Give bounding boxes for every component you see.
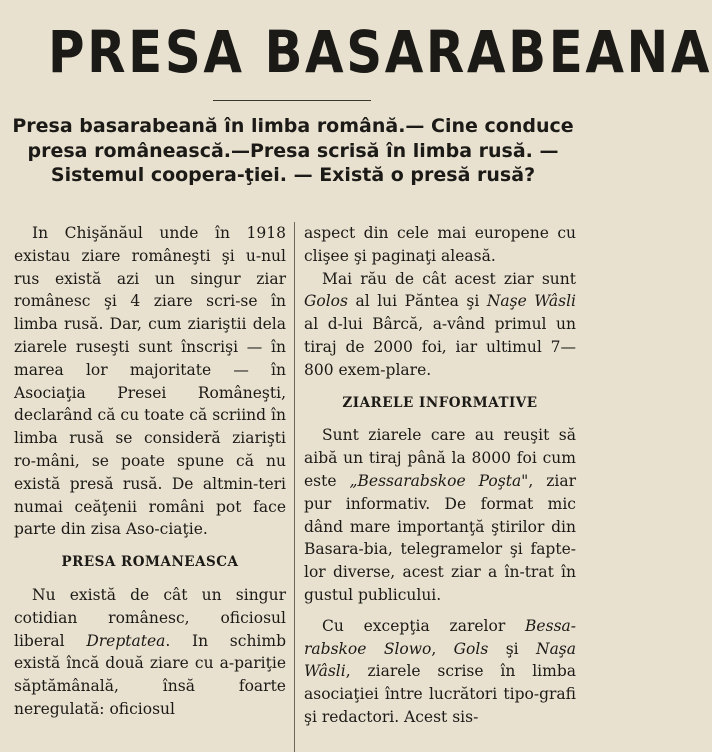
newspaper-name: Golos (304, 292, 348, 311)
newspaper-name: Gols (453, 639, 489, 658)
right-column (304, 222, 576, 729)
paragraph-spacer (304, 607, 576, 615)
left-paragraph-2 (14, 584, 286, 721)
section-heading-ziarele-informative: ZIARELE INFORMATIVE (342, 394, 538, 411)
text-run: , ziarele scrise în limba asociaţiei între lucrători tipo-grafi şi redactori. Acest sis- (304, 662, 576, 726)
column-divider (294, 222, 295, 752)
left-paragraph-1: In Chişănăul unde în 1918 existau ziare româneşti şi u-nul rus există azi un singur ziar românesc şi 4 ziare scri-se în limba rusă. Dar, cum ziariştii dela ziarele ruseşti sunt înscrişi — în marea lor majoritate — în Asociaţia Presei Româneşti, declarând că cu toate că scriind în limba rusă se consideră ziarişti ro-mâni, se poate spune că nu există presă rusă. De altmin-teri numai ceăţenii români pot face parte din zisa Aso-ciaţie. (14, 224, 286, 539)
text-run: Cu excepţia zarelor (322, 616, 526, 635)
text-run: , (431, 639, 454, 658)
right-paragraph-3 (304, 424, 576, 606)
text-run: Nu există de cât un singur cotidian românesc, oficiosul liberal (14, 585, 286, 650)
left-column (14, 222, 286, 721)
text-run: al lui Păntea şi (347, 292, 487, 311)
section-heading-presa-romaneasca: PRESA ROMANEASCA (61, 554, 239, 571)
headline: Presa basarabeană în limba română.— Cine conduce presa românească.—Presa scrisă în limba rusă. — Sistemul coopera-ţiei. — Există o presă rusă? (12, 115, 574, 186)
newspaper-name: Naşa Wâsli (304, 639, 576, 681)
right-paragraph-4 (304, 615, 576, 729)
right-paragraph-2 (304, 268, 576, 382)
text-run: . In schimb există încă două ziare cu a-pariţie săptămânală, însă foarte neregulată: oficiosul (14, 631, 286, 718)
text-run: Mai rău de cât acest ziar sunt (322, 269, 576, 288)
text-run: Sunt ziarele care au reuşit să aibă un tiraj până la 8000 foi cum este (304, 426, 576, 490)
newspaper-name: Dreptatea (86, 631, 166, 650)
text-run: , ziar pur informativ. De format mic dând mare importanţă ştirilor din Basara-bia, telegramelor şi fapte-lor diverse, acest ziar a în-trat în gustul publicului. (304, 471, 576, 604)
right-paragraph-1: aspect din cele mai europene cu clişee şi paginaţi aleasă. (304, 224, 576, 265)
text-run: şi (488, 639, 536, 658)
masthead-rule (213, 100, 371, 101)
newspaper-name: „Bessarabskoe Poşta" (349, 471, 529, 490)
newspaper-name: Bessa-rabskoe Slowo (304, 616, 576, 658)
newspaper-name: Naşe Wâsli (486, 292, 576, 311)
text-run: al d-lui Bârcă, a-vând primul un tiraj de 2000 foi, iar ultimul 7—800 exem-plare. (304, 315, 576, 379)
masthead-title: PRESA BASARABEANA (48, 18, 712, 86)
